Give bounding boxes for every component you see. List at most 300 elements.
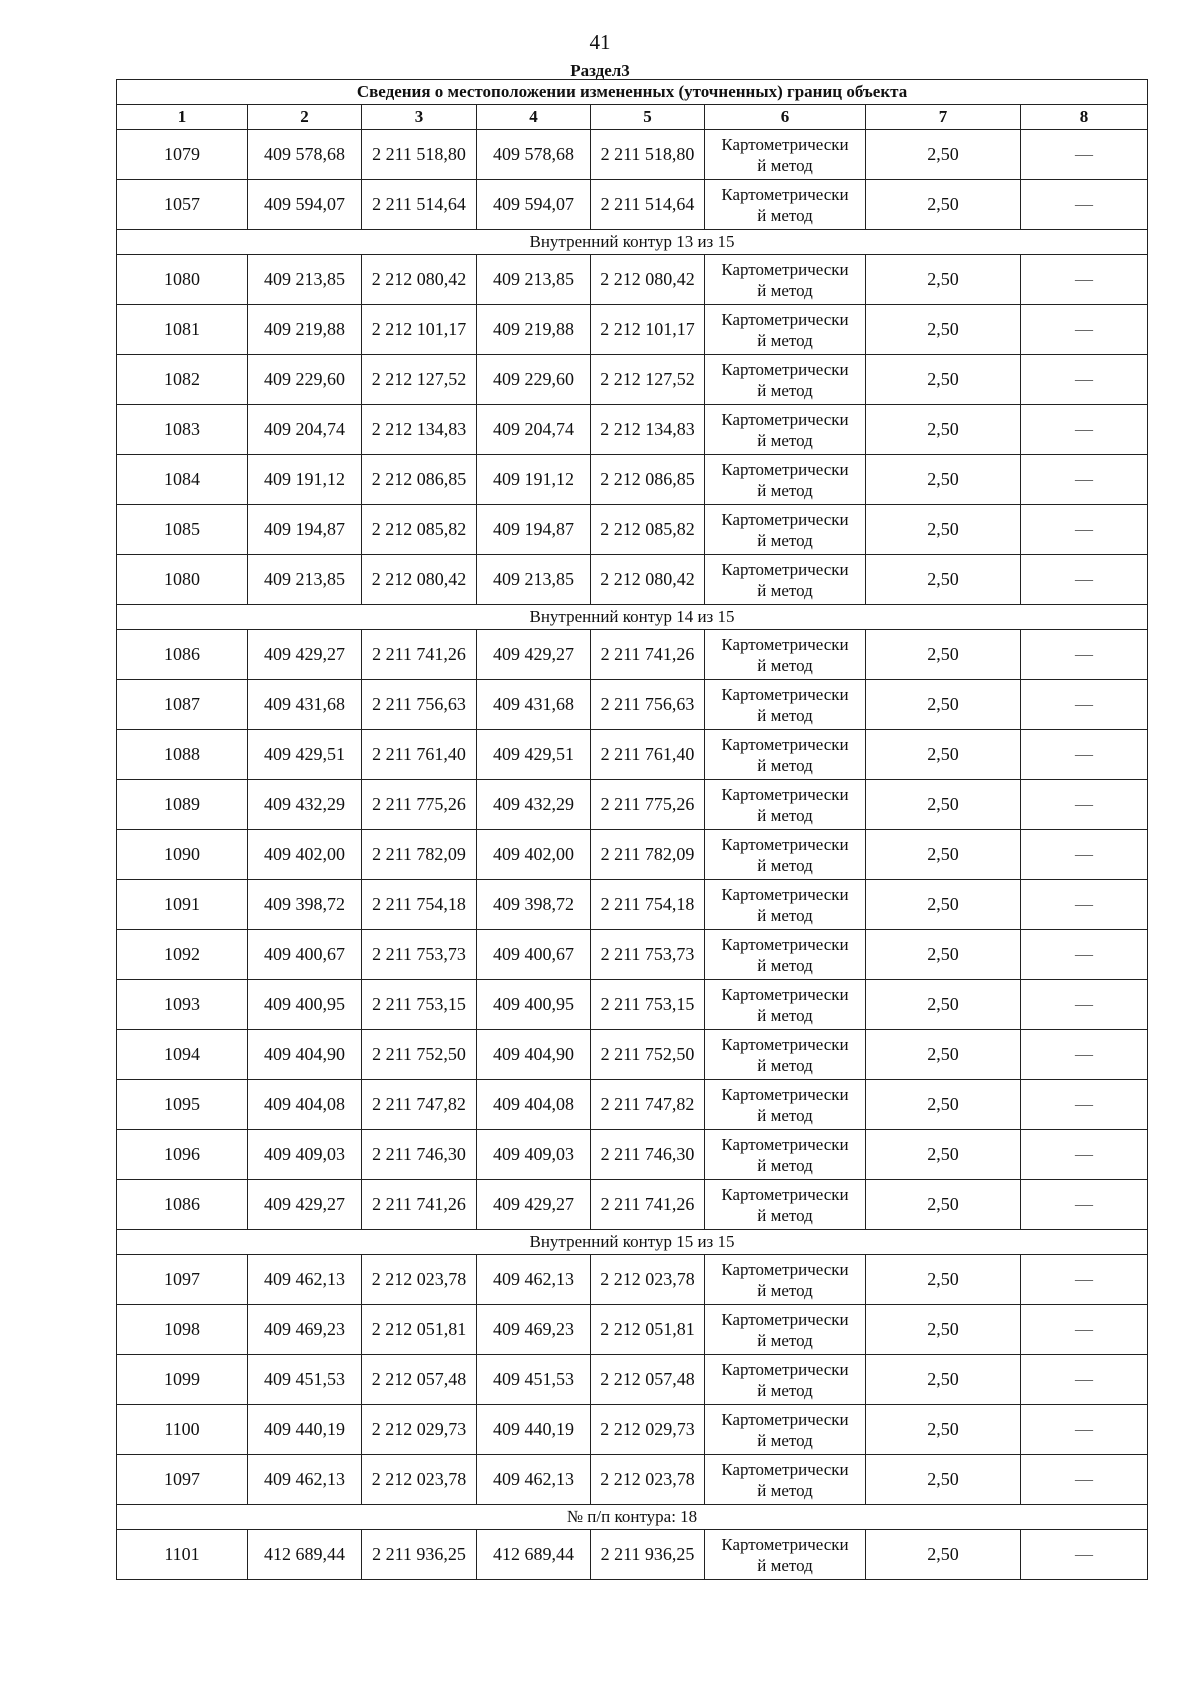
x-old-cell: 409 578,68 <box>248 130 362 180</box>
point-number-cell: 1096 <box>117 1130 248 1180</box>
method-line: Картометрически <box>721 684 849 704</box>
contour-header-row <box>117 605 1148 630</box>
method-line: Картометрически <box>721 1459 849 1479</box>
y-old-cell: 2 211 761,40 <box>362 730 477 780</box>
accuracy-cell: 2,50 <box>866 630 1021 680</box>
y-old-cell: 2 212 051,81 <box>362 1305 477 1355</box>
x-new-cell: 409 429,27 <box>477 1180 591 1230</box>
y-old-cell: 2 211 746,30 <box>362 1130 477 1180</box>
method-cell <box>705 830 866 880</box>
method-cell <box>705 1180 866 1230</box>
y-new-cell: 2 211 754,18 <box>591 880 705 930</box>
point-number-cell: 1097 <box>117 1455 248 1505</box>
x-new-cell: 409 440,19 <box>477 1405 591 1455</box>
method-cell <box>705 130 866 180</box>
x-old-cell: 409 594,07 <box>248 180 362 230</box>
y-new-cell: 2 212 023,78 <box>591 1455 705 1505</box>
method-line: й метод <box>757 955 813 975</box>
y-new-cell: 2 212 085,82 <box>591 505 705 555</box>
point-number-cell: 1082 <box>117 355 248 405</box>
method-line: Картометрически <box>721 634 849 654</box>
x-old-cell: 409 462,13 <box>248 1255 362 1305</box>
method-line: Картометрически <box>721 1409 849 1429</box>
accuracy-cell: 2,50 <box>866 1255 1021 1305</box>
y-new-cell: 2 212 127,52 <box>591 355 705 405</box>
point-number-cell: 1085 <box>117 505 248 555</box>
y-old-cell: 2 211 752,50 <box>362 1030 477 1080</box>
y-new-cell: 2 212 086,85 <box>591 455 705 505</box>
contour-label: Внутренний контур 15 из 15 <box>117 1230 1148 1255</box>
method-line: Картометрически <box>721 309 849 329</box>
method-line: й метод <box>757 1380 813 1400</box>
x-old-cell: 409 429,51 <box>248 730 362 780</box>
note-cell: — <box>1021 355 1148 405</box>
y-old-cell: 2 212 085,82 <box>362 505 477 555</box>
method-cell <box>705 255 866 305</box>
point-number-cell: 1100 <box>117 1405 248 1455</box>
note-cell: — <box>1021 455 1148 505</box>
note-cell: — <box>1021 1130 1148 1180</box>
y-new-cell: 2 211 936,25 <box>591 1530 705 1580</box>
point-number-cell: 1101 <box>117 1530 248 1580</box>
x-old-cell: 409 429,27 <box>248 1180 362 1230</box>
table-caption: Сведения о местоположении измененных (уточненных) границ объекта <box>117 80 1148 105</box>
accuracy-cell: 2,50 <box>866 1080 1021 1130</box>
table-row <box>117 1130 1148 1180</box>
table-row <box>117 130 1148 180</box>
accuracy-cell: 2,50 <box>866 305 1021 355</box>
accuracy-cell: 2,50 <box>866 1030 1021 1080</box>
x-new-cell: 409 404,08 <box>477 1080 591 1130</box>
x-old-cell: 409 462,13 <box>248 1455 362 1505</box>
method-line: й метод <box>757 755 813 775</box>
y-new-cell: 2 212 080,42 <box>591 255 705 305</box>
note-cell: — <box>1021 505 1148 555</box>
y-old-cell: 2 212 127,52 <box>362 355 477 405</box>
y-new-cell: 2 211 753,15 <box>591 980 705 1030</box>
method-line: Картометрически <box>721 509 849 529</box>
table-row <box>117 455 1148 505</box>
note-cell: — <box>1021 1355 1148 1405</box>
table-row <box>117 555 1148 605</box>
x-old-cell: 409 429,27 <box>248 630 362 680</box>
method-line: Картометрически <box>721 1034 849 1054</box>
point-number-cell: 1091 <box>117 880 248 930</box>
x-new-cell: 409 429,51 <box>477 730 591 780</box>
method-line: й метод <box>757 1280 813 1300</box>
method-cell <box>705 455 866 505</box>
table-row <box>117 1405 1148 1455</box>
method-line: Картометрически <box>721 1359 849 1379</box>
x-new-cell: 409 219,88 <box>477 305 591 355</box>
point-number-cell: 1080 <box>117 555 248 605</box>
note-cell: — <box>1021 830 1148 880</box>
table-row <box>117 1180 1148 1230</box>
table-row <box>117 1355 1148 1405</box>
method-line: Картометрически <box>721 359 849 379</box>
accuracy-cell: 2,50 <box>866 880 1021 930</box>
x-old-cell: 409 451,53 <box>248 1355 362 1405</box>
method-cell <box>705 1255 866 1305</box>
accuracy-cell: 2,50 <box>866 130 1021 180</box>
y-new-cell: 2 212 023,78 <box>591 1255 705 1305</box>
note-cell: — <box>1021 1530 1148 1580</box>
method-cell <box>705 1080 866 1130</box>
method-cell <box>705 680 866 730</box>
method-line: й метод <box>757 705 813 725</box>
x-new-cell: 409 213,85 <box>477 555 591 605</box>
accuracy-cell: 2,50 <box>866 405 1021 455</box>
point-number-cell: 1092 <box>117 930 248 980</box>
accuracy-cell: 2,50 <box>866 505 1021 555</box>
table-row <box>117 1455 1148 1505</box>
x-new-cell: 409 578,68 <box>477 130 591 180</box>
accuracy-cell: 2,50 <box>866 1180 1021 1230</box>
x-new-cell: 409 194,87 <box>477 505 591 555</box>
point-number-cell: 1094 <box>117 1030 248 1080</box>
note-cell: — <box>1021 1455 1148 1505</box>
note-cell: — <box>1021 630 1148 680</box>
method-line: й метод <box>757 1105 813 1125</box>
boundary-table <box>116 79 1148 1580</box>
y-old-cell: 2 212 023,78 <box>362 1255 477 1305</box>
x-old-cell: 412 689,44 <box>248 1530 362 1580</box>
accuracy-cell: 2,50 <box>866 780 1021 830</box>
point-number-cell: 1093 <box>117 980 248 1030</box>
table-row <box>117 405 1148 455</box>
x-new-cell: 409 432,29 <box>477 780 591 830</box>
method-line: й метод <box>757 155 813 175</box>
column-number: 1 <box>117 105 248 130</box>
table-row <box>117 1530 1148 1580</box>
y-old-cell: 2 212 101,17 <box>362 305 477 355</box>
y-old-cell: 2 212 080,42 <box>362 555 477 605</box>
column-number-row <box>117 105 1148 130</box>
y-new-cell: 2 211 518,80 <box>591 130 705 180</box>
y-new-cell: 2 212 080,42 <box>591 555 705 605</box>
point-number-cell: 1079 <box>117 130 248 180</box>
accuracy-cell: 2,50 <box>866 1130 1021 1180</box>
x-old-cell: 409 398,72 <box>248 880 362 930</box>
y-old-cell: 2 212 023,78 <box>362 1455 477 1505</box>
accuracy-cell: 2,50 <box>866 555 1021 605</box>
method-cell <box>705 630 866 680</box>
point-number-cell: 1087 <box>117 680 248 730</box>
table-row <box>117 630 1148 680</box>
y-new-cell: 2 211 746,30 <box>591 1130 705 1180</box>
x-new-cell: 409 462,13 <box>477 1255 591 1305</box>
note-cell: — <box>1021 730 1148 780</box>
x-old-cell: 409 409,03 <box>248 1130 362 1180</box>
page-number: 41 <box>589 30 611 54</box>
method-line: й метод <box>757 1480 813 1500</box>
y-new-cell: 2 212 057,48 <box>591 1355 705 1405</box>
x-old-cell: 409 402,00 <box>248 830 362 880</box>
note-cell: — <box>1021 405 1148 455</box>
x-old-cell: 409 400,95 <box>248 980 362 1030</box>
y-new-cell: 2 212 134,83 <box>591 405 705 455</box>
y-new-cell: 2 211 782,09 <box>591 830 705 880</box>
point-number-cell: 1098 <box>117 1305 248 1355</box>
point-number-cell: 1090 <box>117 830 248 880</box>
accuracy-cell: 2,50 <box>866 1405 1021 1455</box>
x-new-cell: 409 429,27 <box>477 630 591 680</box>
accuracy-cell: 2,50 <box>866 1530 1021 1580</box>
method-cell <box>705 730 866 780</box>
method-line: й метод <box>757 905 813 925</box>
point-number-cell: 1083 <box>117 405 248 455</box>
x-new-cell: 409 451,53 <box>477 1355 591 1405</box>
accuracy-cell: 2,50 <box>866 1355 1021 1405</box>
section-title: Раздел3 <box>570 61 630 80</box>
method-cell <box>705 880 866 930</box>
accuracy-cell: 2,50 <box>866 180 1021 230</box>
x-old-cell: 409 469,23 <box>248 1305 362 1355</box>
contour-header-row <box>117 1505 1148 1530</box>
method-line: й метод <box>757 205 813 225</box>
note-cell: — <box>1021 880 1148 930</box>
method-line: Картометрически <box>721 784 849 804</box>
y-old-cell: 2 211 514,64 <box>362 180 477 230</box>
table-row <box>117 305 1148 355</box>
y-old-cell: 2 211 518,80 <box>362 130 477 180</box>
y-new-cell: 2 211 741,26 <box>591 630 705 680</box>
x-new-cell: 409 213,85 <box>477 255 591 305</box>
y-old-cell: 2 211 775,26 <box>362 780 477 830</box>
contour-header-row <box>117 1230 1148 1255</box>
accuracy-cell: 2,50 <box>866 930 1021 980</box>
method-cell <box>705 1455 866 1505</box>
y-old-cell: 2 211 747,82 <box>362 1080 477 1130</box>
contour-label: № п/п контура: 18 <box>117 1505 1148 1530</box>
method-line: Картометрически <box>721 1259 849 1279</box>
y-old-cell: 2 211 936,25 <box>362 1530 477 1580</box>
method-line: Картометрически <box>721 259 849 279</box>
x-old-cell: 409 191,12 <box>248 455 362 505</box>
y-new-cell: 2 212 101,17 <box>591 305 705 355</box>
point-number-cell: 1097 <box>117 1255 248 1305</box>
method-cell <box>705 1305 866 1355</box>
method-line: й метод <box>757 580 813 600</box>
x-old-cell: 409 440,19 <box>248 1405 362 1455</box>
method-line: Картометрически <box>721 459 849 479</box>
method-cell <box>705 1355 866 1405</box>
y-old-cell: 2 211 741,26 <box>362 630 477 680</box>
x-old-cell: 409 219,88 <box>248 305 362 355</box>
contour-label: Внутренний контур 13 из 15 <box>117 230 1148 255</box>
y-old-cell: 2 212 134,83 <box>362 405 477 455</box>
y-old-cell: 2 211 741,26 <box>362 1180 477 1230</box>
method-line: й метод <box>757 855 813 875</box>
accuracy-cell: 2,50 <box>866 255 1021 305</box>
point-number-cell: 1084 <box>117 455 248 505</box>
x-old-cell: 409 194,87 <box>248 505 362 555</box>
note-cell: — <box>1021 1255 1148 1305</box>
x-new-cell: 409 469,23 <box>477 1305 591 1355</box>
method-line: Картометрически <box>721 934 849 954</box>
note-cell: — <box>1021 255 1148 305</box>
method-line: Картометрически <box>721 409 849 429</box>
point-number-cell: 1095 <box>117 1080 248 1130</box>
table-row <box>117 1080 1148 1130</box>
method-line: й метод <box>757 1205 813 1225</box>
point-number-cell: 1088 <box>117 730 248 780</box>
x-new-cell: 409 409,03 <box>477 1130 591 1180</box>
table-row <box>117 355 1148 405</box>
y-new-cell: 2 211 756,63 <box>591 680 705 730</box>
column-number: 4 <box>477 105 591 130</box>
column-number: 2 <box>248 105 362 130</box>
method-line: й метод <box>757 280 813 300</box>
method-line: й метод <box>757 655 813 675</box>
note-cell: — <box>1021 930 1148 980</box>
method-cell <box>705 355 866 405</box>
y-new-cell: 2 212 051,81 <box>591 1305 705 1355</box>
y-new-cell: 2 211 753,73 <box>591 930 705 980</box>
method-cell <box>705 555 866 605</box>
y-old-cell: 2 211 753,73 <box>362 930 477 980</box>
accuracy-cell: 2,50 <box>866 730 1021 780</box>
y-new-cell: 2 211 775,26 <box>591 780 705 830</box>
x-old-cell: 409 213,85 <box>248 255 362 305</box>
y-old-cell: 2 212 057,48 <box>362 1355 477 1405</box>
x-new-cell: 409 431,68 <box>477 680 591 730</box>
method-line: й метод <box>757 1330 813 1350</box>
method-line: Картометрически <box>721 184 849 204</box>
method-cell <box>705 780 866 830</box>
accuracy-cell: 2,50 <box>866 680 1021 730</box>
y-old-cell: 2 211 756,63 <box>362 680 477 730</box>
method-line: й метод <box>757 1155 813 1175</box>
method-line: Картометрически <box>721 734 849 754</box>
method-line: й метод <box>757 330 813 350</box>
method-line: й метод <box>757 530 813 550</box>
y-new-cell: 2 211 752,50 <box>591 1030 705 1080</box>
table-row <box>117 680 1148 730</box>
method-cell <box>705 980 866 1030</box>
column-number: 6 <box>705 105 866 130</box>
note-cell: — <box>1021 780 1148 830</box>
method-cell <box>705 930 866 980</box>
table-row <box>117 505 1148 555</box>
method-line: й метод <box>757 1005 813 1025</box>
table-row <box>117 730 1148 780</box>
point-number-cell: 1081 <box>117 305 248 355</box>
y-new-cell: 2 211 514,64 <box>591 180 705 230</box>
table-body <box>117 130 1148 1580</box>
method-cell <box>705 1130 866 1180</box>
y-old-cell: 2 212 086,85 <box>362 455 477 505</box>
x-new-cell: 409 400,67 <box>477 930 591 980</box>
x-old-cell: 409 400,67 <box>248 930 362 980</box>
note-cell: — <box>1021 1405 1148 1455</box>
note-cell: — <box>1021 305 1148 355</box>
note-cell: — <box>1021 130 1148 180</box>
note-cell: — <box>1021 555 1148 605</box>
x-old-cell: 409 404,90 <box>248 1030 362 1080</box>
column-number: 3 <box>362 105 477 130</box>
method-line: й метод <box>757 480 813 500</box>
accuracy-cell: 2,50 <box>866 980 1021 1030</box>
x-new-cell: 409 462,13 <box>477 1455 591 1505</box>
y-old-cell: 2 211 754,18 <box>362 880 477 930</box>
point-number-cell: 1080 <box>117 255 248 305</box>
method-line: й метод <box>757 380 813 400</box>
table-row <box>117 1030 1148 1080</box>
accuracy-cell: 2,50 <box>866 830 1021 880</box>
accuracy-cell: 2,50 <box>866 355 1021 405</box>
table-row <box>117 180 1148 230</box>
method-cell <box>705 305 866 355</box>
method-line: Картометрически <box>721 1184 849 1204</box>
y-new-cell: 2 211 741,26 <box>591 1180 705 1230</box>
x-old-cell: 409 404,08 <box>248 1080 362 1130</box>
method-line: й метод <box>757 805 813 825</box>
method-line: Картометрически <box>721 1084 849 1104</box>
method-line: Картометрически <box>721 559 849 579</box>
note-cell: — <box>1021 1305 1148 1355</box>
table-row <box>117 880 1148 930</box>
x-new-cell: 409 191,12 <box>477 455 591 505</box>
x-new-cell: 409 594,07 <box>477 180 591 230</box>
column-number: 7 <box>866 105 1021 130</box>
method-cell <box>705 505 866 555</box>
method-line: й метод <box>757 1555 813 1575</box>
method-cell <box>705 405 866 455</box>
note-cell: — <box>1021 680 1148 730</box>
accuracy-cell: 2,50 <box>866 455 1021 505</box>
table-row <box>117 780 1148 830</box>
method-line: Картометрически <box>721 1309 849 1329</box>
column-number: 5 <box>591 105 705 130</box>
note-cell: — <box>1021 1180 1148 1230</box>
method-line: Картометрически <box>721 1134 849 1154</box>
method-line: Картометрически <box>721 834 849 854</box>
point-number-cell: 1086 <box>117 630 248 680</box>
x-new-cell: 409 404,90 <box>477 1030 591 1080</box>
method-cell <box>705 1530 866 1580</box>
x-old-cell: 409 213,85 <box>248 555 362 605</box>
method-line: й метод <box>757 1055 813 1075</box>
table-row <box>117 1305 1148 1355</box>
method-cell <box>705 180 866 230</box>
x-old-cell: 409 204,74 <box>248 405 362 455</box>
method-line: й метод <box>757 1430 813 1450</box>
y-new-cell: 2 211 747,82 <box>591 1080 705 1130</box>
x-new-cell: 409 398,72 <box>477 880 591 930</box>
table-row <box>117 830 1148 880</box>
method-line: Картометрически <box>721 984 849 1004</box>
table-row <box>117 980 1148 1030</box>
note-cell: — <box>1021 1080 1148 1130</box>
method-line: й метод <box>757 430 813 450</box>
note-cell: — <box>1021 180 1148 230</box>
column-number: 8 <box>1021 105 1148 130</box>
x-new-cell: 409 400,95 <box>477 980 591 1030</box>
point-number-cell: 1089 <box>117 780 248 830</box>
x-old-cell: 409 229,60 <box>248 355 362 405</box>
x-old-cell: 409 431,68 <box>248 680 362 730</box>
table-row <box>117 255 1148 305</box>
x-new-cell: 412 689,44 <box>477 1530 591 1580</box>
y-old-cell: 2 212 080,42 <box>362 255 477 305</box>
method-cell <box>705 1030 866 1080</box>
x-new-cell: 409 229,60 <box>477 355 591 405</box>
table-row <box>117 930 1148 980</box>
x-old-cell: 409 432,29 <box>248 780 362 830</box>
y-new-cell: 2 211 761,40 <box>591 730 705 780</box>
point-number-cell: 1057 <box>117 180 248 230</box>
